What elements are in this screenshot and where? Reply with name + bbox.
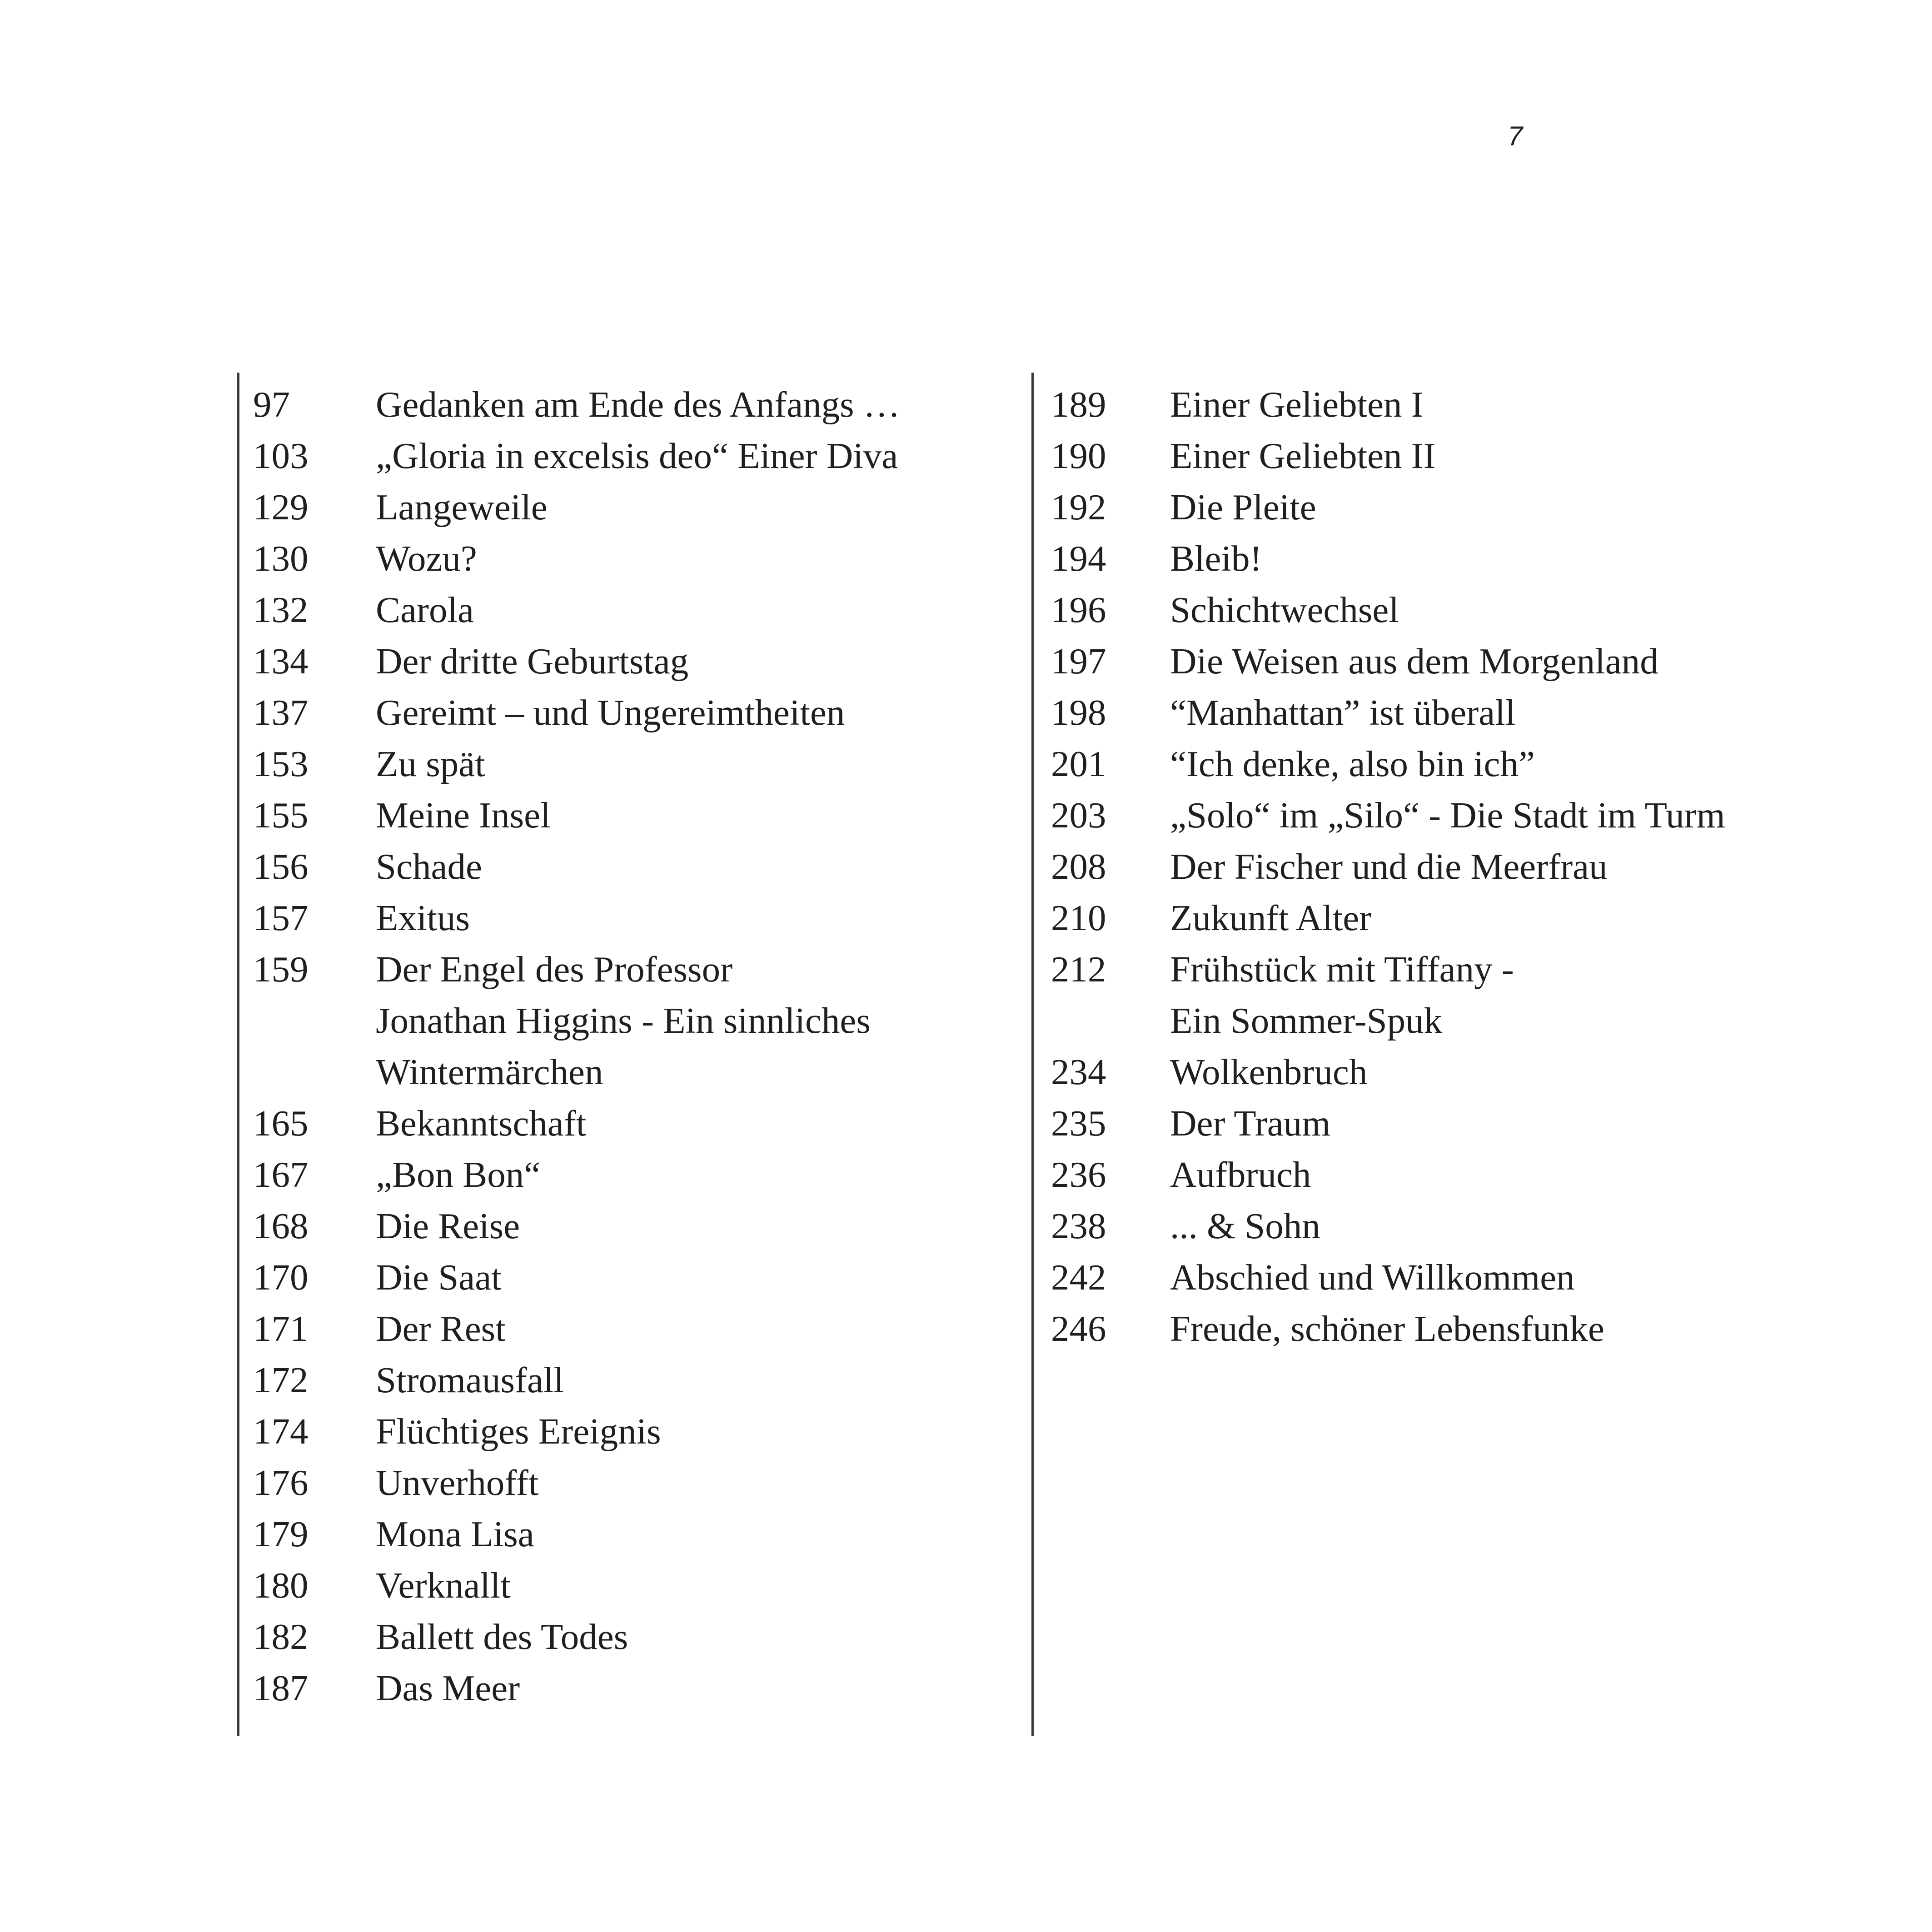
toc-page-number: 153 — [253, 743, 309, 784]
toc-entry — [239, 1149, 1010, 1200]
toc-title: Mona Lisa — [376, 1514, 534, 1554]
toc-page-number: 156 — [253, 846, 309, 887]
toc-page-number: 192 — [1051, 487, 1106, 528]
toc-title: “Manhattan” ist überall — [1170, 692, 1516, 733]
toc-title: Die Weisen aus dem Morgenland — [1170, 641, 1658, 682]
toc-entry — [1034, 1046, 1895, 1098]
toc-entry — [239, 1200, 1010, 1252]
toc-entry — [1034, 1098, 1895, 1149]
toc-page-number: 238 — [1051, 1205, 1106, 1246]
toc-entry — [1034, 687, 1895, 738]
toc-page-number: 203 — [1051, 795, 1106, 836]
toc-page-number: 208 — [1051, 846, 1106, 887]
toc-title: Zukunft Alter — [1170, 897, 1372, 938]
toc-entry — [239, 790, 1010, 841]
toc-title: “Ich denke, also bin ich” — [1170, 743, 1535, 784]
toc-title: ... & Sohn — [1170, 1205, 1320, 1246]
toc-entry — [239, 430, 1010, 482]
toc-page-number: 246 — [1051, 1308, 1106, 1349]
toc-title: Ballett des Todes — [376, 1616, 628, 1657]
toc-title: Wolkenbruch — [1170, 1051, 1368, 1092]
toc-page-number: 234 — [1051, 1051, 1106, 1092]
toc-entry — [1034, 738, 1895, 790]
toc-entry — [239, 482, 1010, 533]
toc-title: Bleib! — [1170, 538, 1262, 579]
toc-page-number: 172 — [253, 1359, 309, 1400]
toc-entry — [239, 1611, 1010, 1663]
toc-entry — [1034, 1252, 1895, 1303]
toc-title: Flüchtiges Ereignis — [376, 1411, 661, 1452]
toc-title: Frühstück mit Tiffany - Ein Sommer-Spuk — [1170, 949, 1514, 1041]
toc-column-left — [237, 373, 1010, 1736]
toc-entry — [239, 1663, 1010, 1714]
toc-page-number: 212 — [1051, 949, 1106, 990]
toc-page-number: 180 — [253, 1565, 309, 1606]
toc-entry — [239, 841, 1010, 892]
toc-title: Die Pleite — [1170, 487, 1316, 528]
toc-title: Langeweile — [376, 487, 548, 528]
toc-entry — [239, 687, 1010, 738]
toc-page-number: 190 — [1051, 435, 1106, 476]
toc-title: Carola — [376, 589, 474, 630]
toc-page-number: 132 — [253, 589, 309, 630]
toc-entry — [1034, 1303, 1895, 1354]
toc-page-number: 236 — [1051, 1154, 1106, 1195]
toc-title: Aufbruch — [1170, 1154, 1311, 1195]
toc-title: Wozu? — [376, 538, 477, 579]
toc-title: Das Meer — [376, 1668, 520, 1708]
toc-page-number: 235 — [1051, 1103, 1106, 1144]
toc-title: Der dritte Geburtstag — [376, 641, 689, 682]
toc-title: Meine Insel — [376, 795, 551, 836]
toc-page-number: 179 — [253, 1514, 309, 1554]
toc-page-number: 182 — [253, 1616, 309, 1657]
toc-entry — [1034, 892, 1895, 944]
toc-page-number: 155 — [253, 795, 309, 836]
toc-page-number: 103 — [253, 435, 309, 476]
toc-page-number: 170 — [253, 1257, 309, 1298]
toc-page-number: 187 — [253, 1668, 309, 1708]
toc-page-number: 157 — [253, 897, 309, 938]
toc-title: Unverhofft — [376, 1462, 539, 1503]
toc-page-number: 210 — [1051, 897, 1106, 938]
toc-title: Schichtwechsel — [1170, 589, 1399, 630]
toc-entry — [239, 1252, 1010, 1303]
toc-entry — [239, 738, 1010, 790]
toc-title: Der Rest — [376, 1308, 506, 1349]
toc-entry — [1034, 533, 1895, 584]
toc-entry — [239, 379, 1010, 430]
toc-title: Zu spät — [376, 743, 485, 784]
toc-page-number: 130 — [253, 538, 309, 579]
toc-entry — [1034, 430, 1895, 482]
toc-entry — [1034, 790, 1895, 841]
toc-title: Freude, schöner Lebensfunke — [1170, 1308, 1604, 1349]
toc-entry — [1034, 379, 1895, 430]
toc-title: Schade — [376, 846, 482, 887]
toc-title: Gereimt – und Ungereimtheiten — [376, 692, 845, 733]
toc-page-number: 201 — [1051, 743, 1106, 784]
toc-page-number: 174 — [253, 1411, 309, 1452]
toc-page-number: 189 — [1051, 384, 1106, 425]
toc-page-number: 176 — [253, 1462, 309, 1503]
toc-page-number: 196 — [1051, 589, 1106, 630]
toc-entry — [1034, 636, 1895, 687]
toc-list-left — [239, 373, 1010, 1714]
toc-title: Exitus — [376, 897, 470, 938]
toc-entry — [239, 1303, 1010, 1354]
toc-page-number: 137 — [253, 692, 309, 733]
toc-page-number: 159 — [253, 949, 309, 990]
toc-entry — [239, 533, 1010, 584]
toc-entry — [239, 1560, 1010, 1611]
toc-list-right — [1034, 373, 1895, 1354]
toc-title: Abschied und Willkommen — [1170, 1257, 1575, 1298]
toc-entry — [1034, 944, 1895, 1046]
toc-entry — [1034, 1200, 1895, 1252]
toc-entry — [239, 1509, 1010, 1560]
toc-title: Der Traum — [1170, 1103, 1331, 1144]
toc-entry — [1034, 1149, 1895, 1200]
toc-page-number: 171 — [253, 1308, 309, 1349]
toc-page-number: 129 — [253, 487, 309, 528]
toc-title: Einer Geliebten II — [1170, 435, 1436, 476]
toc-entry — [239, 636, 1010, 687]
toc-title: Der Engel des Professor Jonathan Higgins - Ein sinnliches Wintermärchen — [376, 949, 871, 1092]
toc-entry — [239, 584, 1010, 636]
toc-page-number: 198 — [1051, 692, 1106, 733]
toc-page-number: 134 — [253, 641, 309, 682]
toc-entry — [239, 892, 1010, 944]
toc-page-number: 194 — [1051, 538, 1106, 579]
toc-page-number: 242 — [1051, 1257, 1106, 1298]
toc-entry — [1034, 841, 1895, 892]
toc-entry — [1034, 482, 1895, 533]
toc-page-number: 97 — [253, 384, 290, 425]
toc-column-right — [1031, 373, 1895, 1736]
toc-entry — [239, 1457, 1010, 1509]
toc-title: Die Saat — [376, 1257, 502, 1298]
toc-title: „Gloria in excelsis deo“ Einer Diva — [376, 435, 898, 476]
toc-title: Die Reise — [376, 1205, 520, 1246]
toc-entry — [239, 1098, 1010, 1149]
toc-entry — [239, 1406, 1010, 1457]
toc-entry — [239, 1354, 1010, 1406]
page-number: 7 — [1508, 121, 1523, 151]
toc-title: Der Fischer und die Meerfrau — [1170, 846, 1608, 887]
toc-entry — [1034, 584, 1895, 636]
toc-page-number: 167 — [253, 1154, 309, 1195]
toc-title: Einer Geliebten I — [1170, 384, 1424, 425]
toc-title: Bekanntschaft — [376, 1103, 587, 1144]
toc-page-number: 197 — [1051, 641, 1106, 682]
toc-title: Gedanken am Ende des Anfangs … — [376, 384, 900, 425]
toc-title: Stromausfall — [376, 1359, 564, 1400]
toc-title: „Bon Bon“ — [376, 1154, 541, 1195]
toc-title: „Solo“ im „Silo“ - Die Stadt im Turm — [1170, 795, 1725, 836]
toc-title: Verknallt — [376, 1565, 511, 1606]
toc-page-number: 165 — [253, 1103, 309, 1144]
toc-entry — [239, 944, 1010, 1098]
toc-page-number: 168 — [253, 1205, 309, 1246]
